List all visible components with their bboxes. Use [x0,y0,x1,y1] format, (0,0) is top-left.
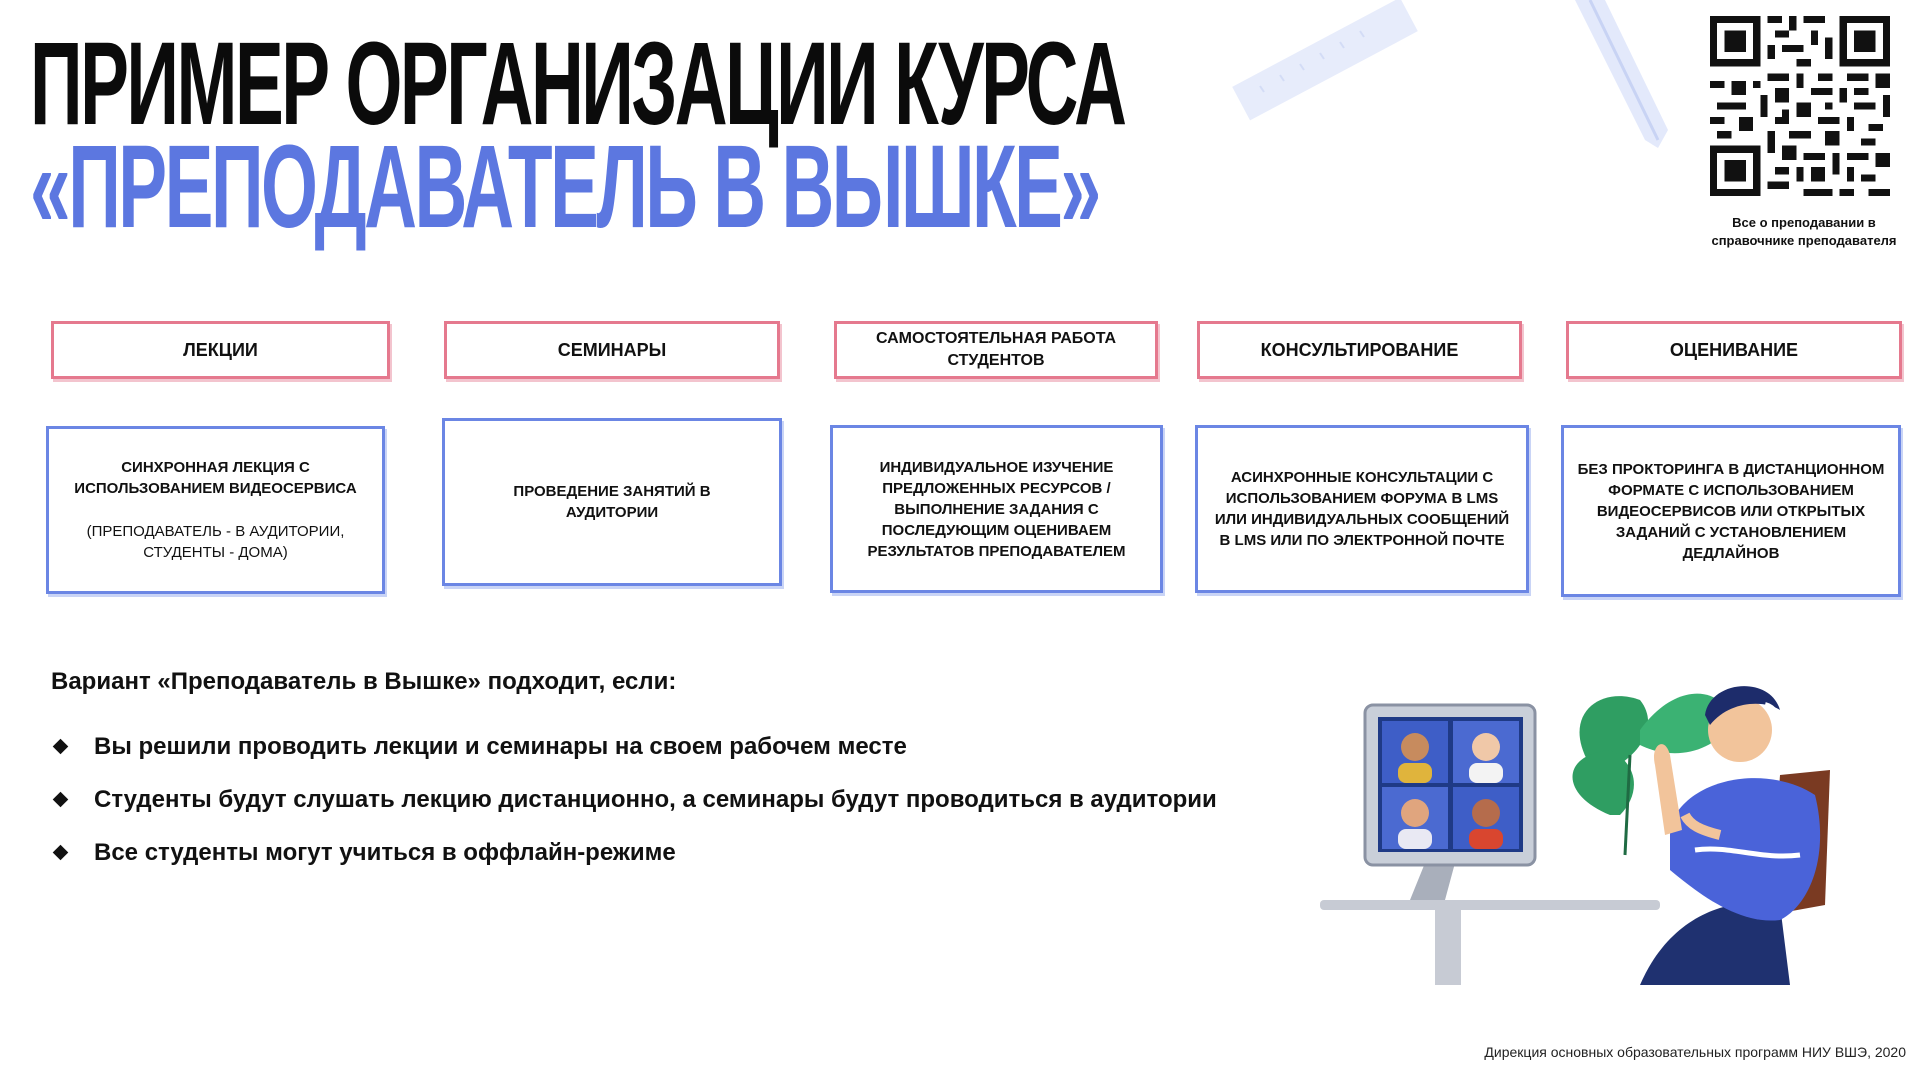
column-body-lectures [46,426,385,594]
list-item [51,720,1217,773]
column-header-self-study: САМОСТОЯТЕЛЬНАЯ РАБОТА СТУДЕНТОВ [834,321,1158,379]
footer-credit: Дирекция основных образовательных программ НИУ ВШЭ, 2020 [1484,1044,1906,1060]
qr-code-icon[interactable] [1710,16,1890,196]
column-body-text: ИНДИВИДУАЛЬНОЕ ИЗУЧЕНИЕ ПРЕДЛОЖЕННЫХ РЕСУРСОВ / ВЫПОЛНЕНИЕ ЗАДАНИЯ С ПОСЛЕДУЮЩИМ ОЦЕНИВАЕМ РЕЗУЛЬТАТОВ ПРЕПОДАВАТЕЛЕМ [867,458,1126,560]
column-body-self-study [830,425,1163,593]
diamond-bullet-icon [53,739,69,755]
column-body-text: БЕЗ ПРОКТОРИНГА В ДИСТАНЦИОННОМ ФОРМАТЕ С ИСПОЛЬЗОВАНИЕМ ВИДЕОСЕРВИСОВ ИЛИ ОТКРЫТЫХ ЗАДАНИЙ С УСТАНОВЛЕНИЕМ ДЕДЛАЙНОВ [1577,460,1885,562]
criteria-list [51,720,1217,879]
column-body-assessment [1561,425,1901,597]
list-item [51,826,1217,879]
pencil-ruler-icon [1230,0,1700,160]
column-header-consulting: КОНСУЛЬТИРОВАНИЕ [1197,321,1522,379]
diamond-bullet-icon [53,792,69,808]
qr-caption-line1: Все о преподавании в [1732,215,1876,230]
video-conference-illustration [1310,655,1880,985]
column-body-consulting [1195,425,1529,593]
page-title: ПРИМЕР ОРГАНИЗАЦИИ КУРСА [30,18,1125,150]
list-item-text: Студенты будут слушать лекцию дистанционно, а семинары будут проводиться в аудитории [94,785,1217,813]
intro-text: Вариант «Преподаватель в Вышке» подходит, если: [51,668,677,695]
column-body-text: СИНХРОННАЯ ЛЕКЦИЯ С ИСПОЛЬЗОВАНИЕМ ВИДЕОСЕРВИСА [74,459,357,497]
qr-caption-line2: справочнике преподавателя [1711,233,1897,248]
qr-caption [1690,214,1918,250]
column-body-note: (ПРЕПОДАВАТЕЛЬ - В АУДИТОРИИ, СТУДЕНТЫ - ДОМА) [86,523,345,561]
column-header-lectures: ЛЕКЦИИ [51,321,390,379]
column-body-text: ПРОВЕДЕНИЕ ЗАНЯТИЙ В АУДИТОРИИ [513,483,711,521]
column-body-text: АСИНХРОННЫЕ КОНСУЛЬТАЦИИ С ИСПОЛЬЗОВАНИЕМ ФОРУМА В LMS ИЛИ ИНДИВИДУАЛЬНЫХ СООБЩЕНИЙ В LMS ИЛИ ПО ЭЛЕКТРОННОЙ ПОЧТЕ [1214,469,1510,549]
list-item-text: Вы решили проводить лекции и семинары на своем рабочем месте [94,732,907,760]
column-header-assessment: ОЦЕНИВАНИЕ [1566,321,1902,379]
list-item [51,773,1217,826]
column-header-seminars: СЕМИНАРЫ [444,321,780,379]
diamond-bullet-icon [53,845,69,861]
column-body-seminars [442,418,782,586]
page-subtitle: «ПРЕПОДАВАТЕЛЬ В ВЫШКЕ» [30,121,1099,253]
list-item-text: Все студенты могут учиться в оффлайн-режиме [94,838,676,866]
